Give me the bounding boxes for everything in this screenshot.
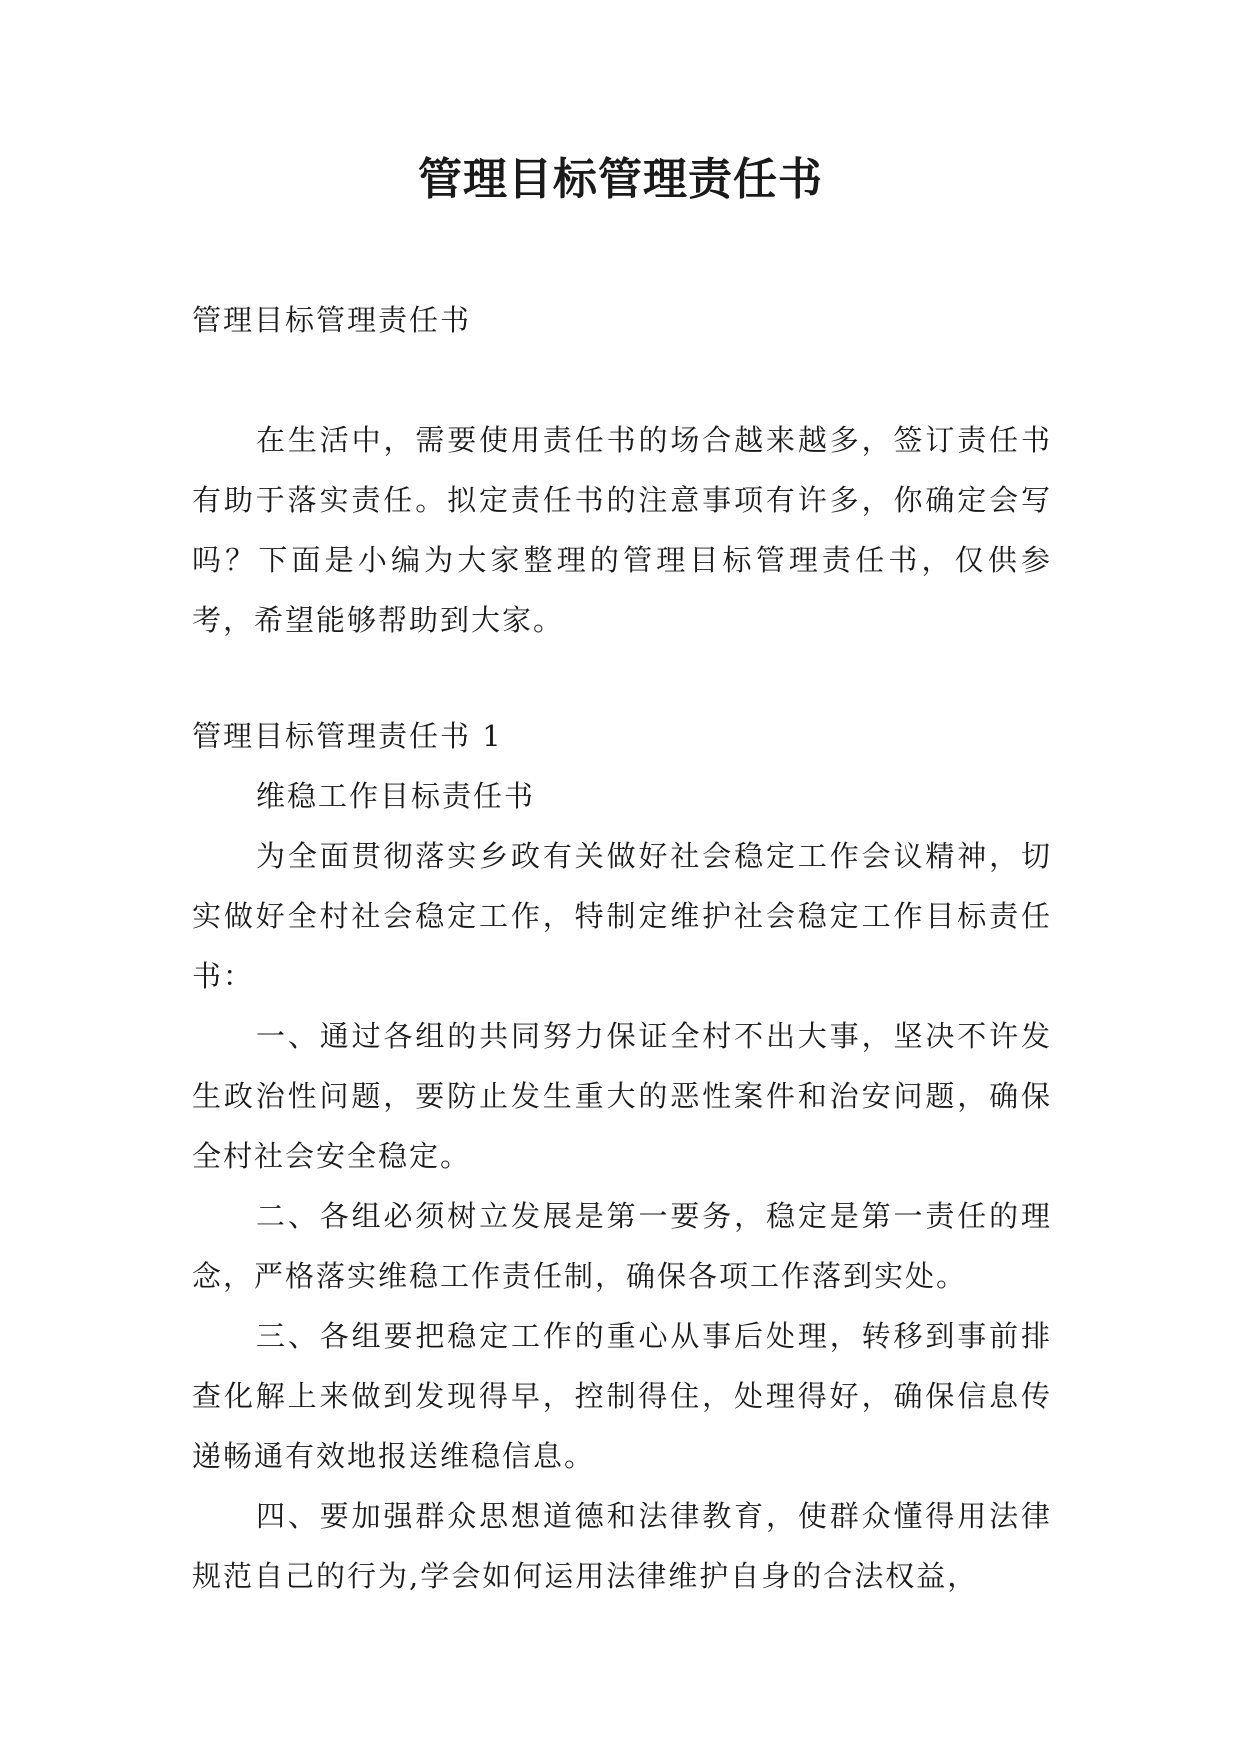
body-paragraph: 为全面贯彻落实乡政有关做好社会稳定工作会议精神，切实做好全村社会稳定工作，特制定维护社会稳定工作目标责任书： (192, 839, 1052, 993)
body-paragraph: 四、要加强群众思想道德和法律教育，使群众懂得用法律规范自己的行为,学会如何运用法律维护自身的合法权益， (192, 1499, 1052, 1593)
body-paragraph: 三、各组要把稳定工作的重心从事后处理，转移到事前排查化解上来做到发现得早，控制得住，处理得好，确保信息传递畅通有效地报送维稳信息。 (192, 1319, 1052, 1473)
document-title: 管理目标管理责任书 (418, 154, 823, 205)
document-body (192, 290, 1052, 1606)
body-paragraph: 二、各组必须树立发展是第一要务，稳定是第一责任的理念，严格落实维稳工作责任制，确保各项工作落到实处。 (192, 1199, 1052, 1293)
document-subtitle: 管理目标管理责任书 (192, 303, 472, 337)
section-heading: 管理目标管理责任书 1 (192, 719, 503, 753)
section-title: 维稳工作目标责任书 (256, 779, 536, 813)
intro-paragraph: 在生活中，需要使用责任书的场合越来越多，签订责任书有助于落实责任。拟定责任书的注意事项有许多，你确定会写吗？下面是小编为大家整理的管理目标管理责任书，仅供参考，希望能够帮助到大家。 (192, 423, 1052, 637)
body-paragraph: 一、通过各组的共同努力保证全村不出大事，坚决不许发生政治性问题，要防止发生重大的恶性案件和治安问题，确保全村社会安全稳定。 (192, 1019, 1052, 1173)
